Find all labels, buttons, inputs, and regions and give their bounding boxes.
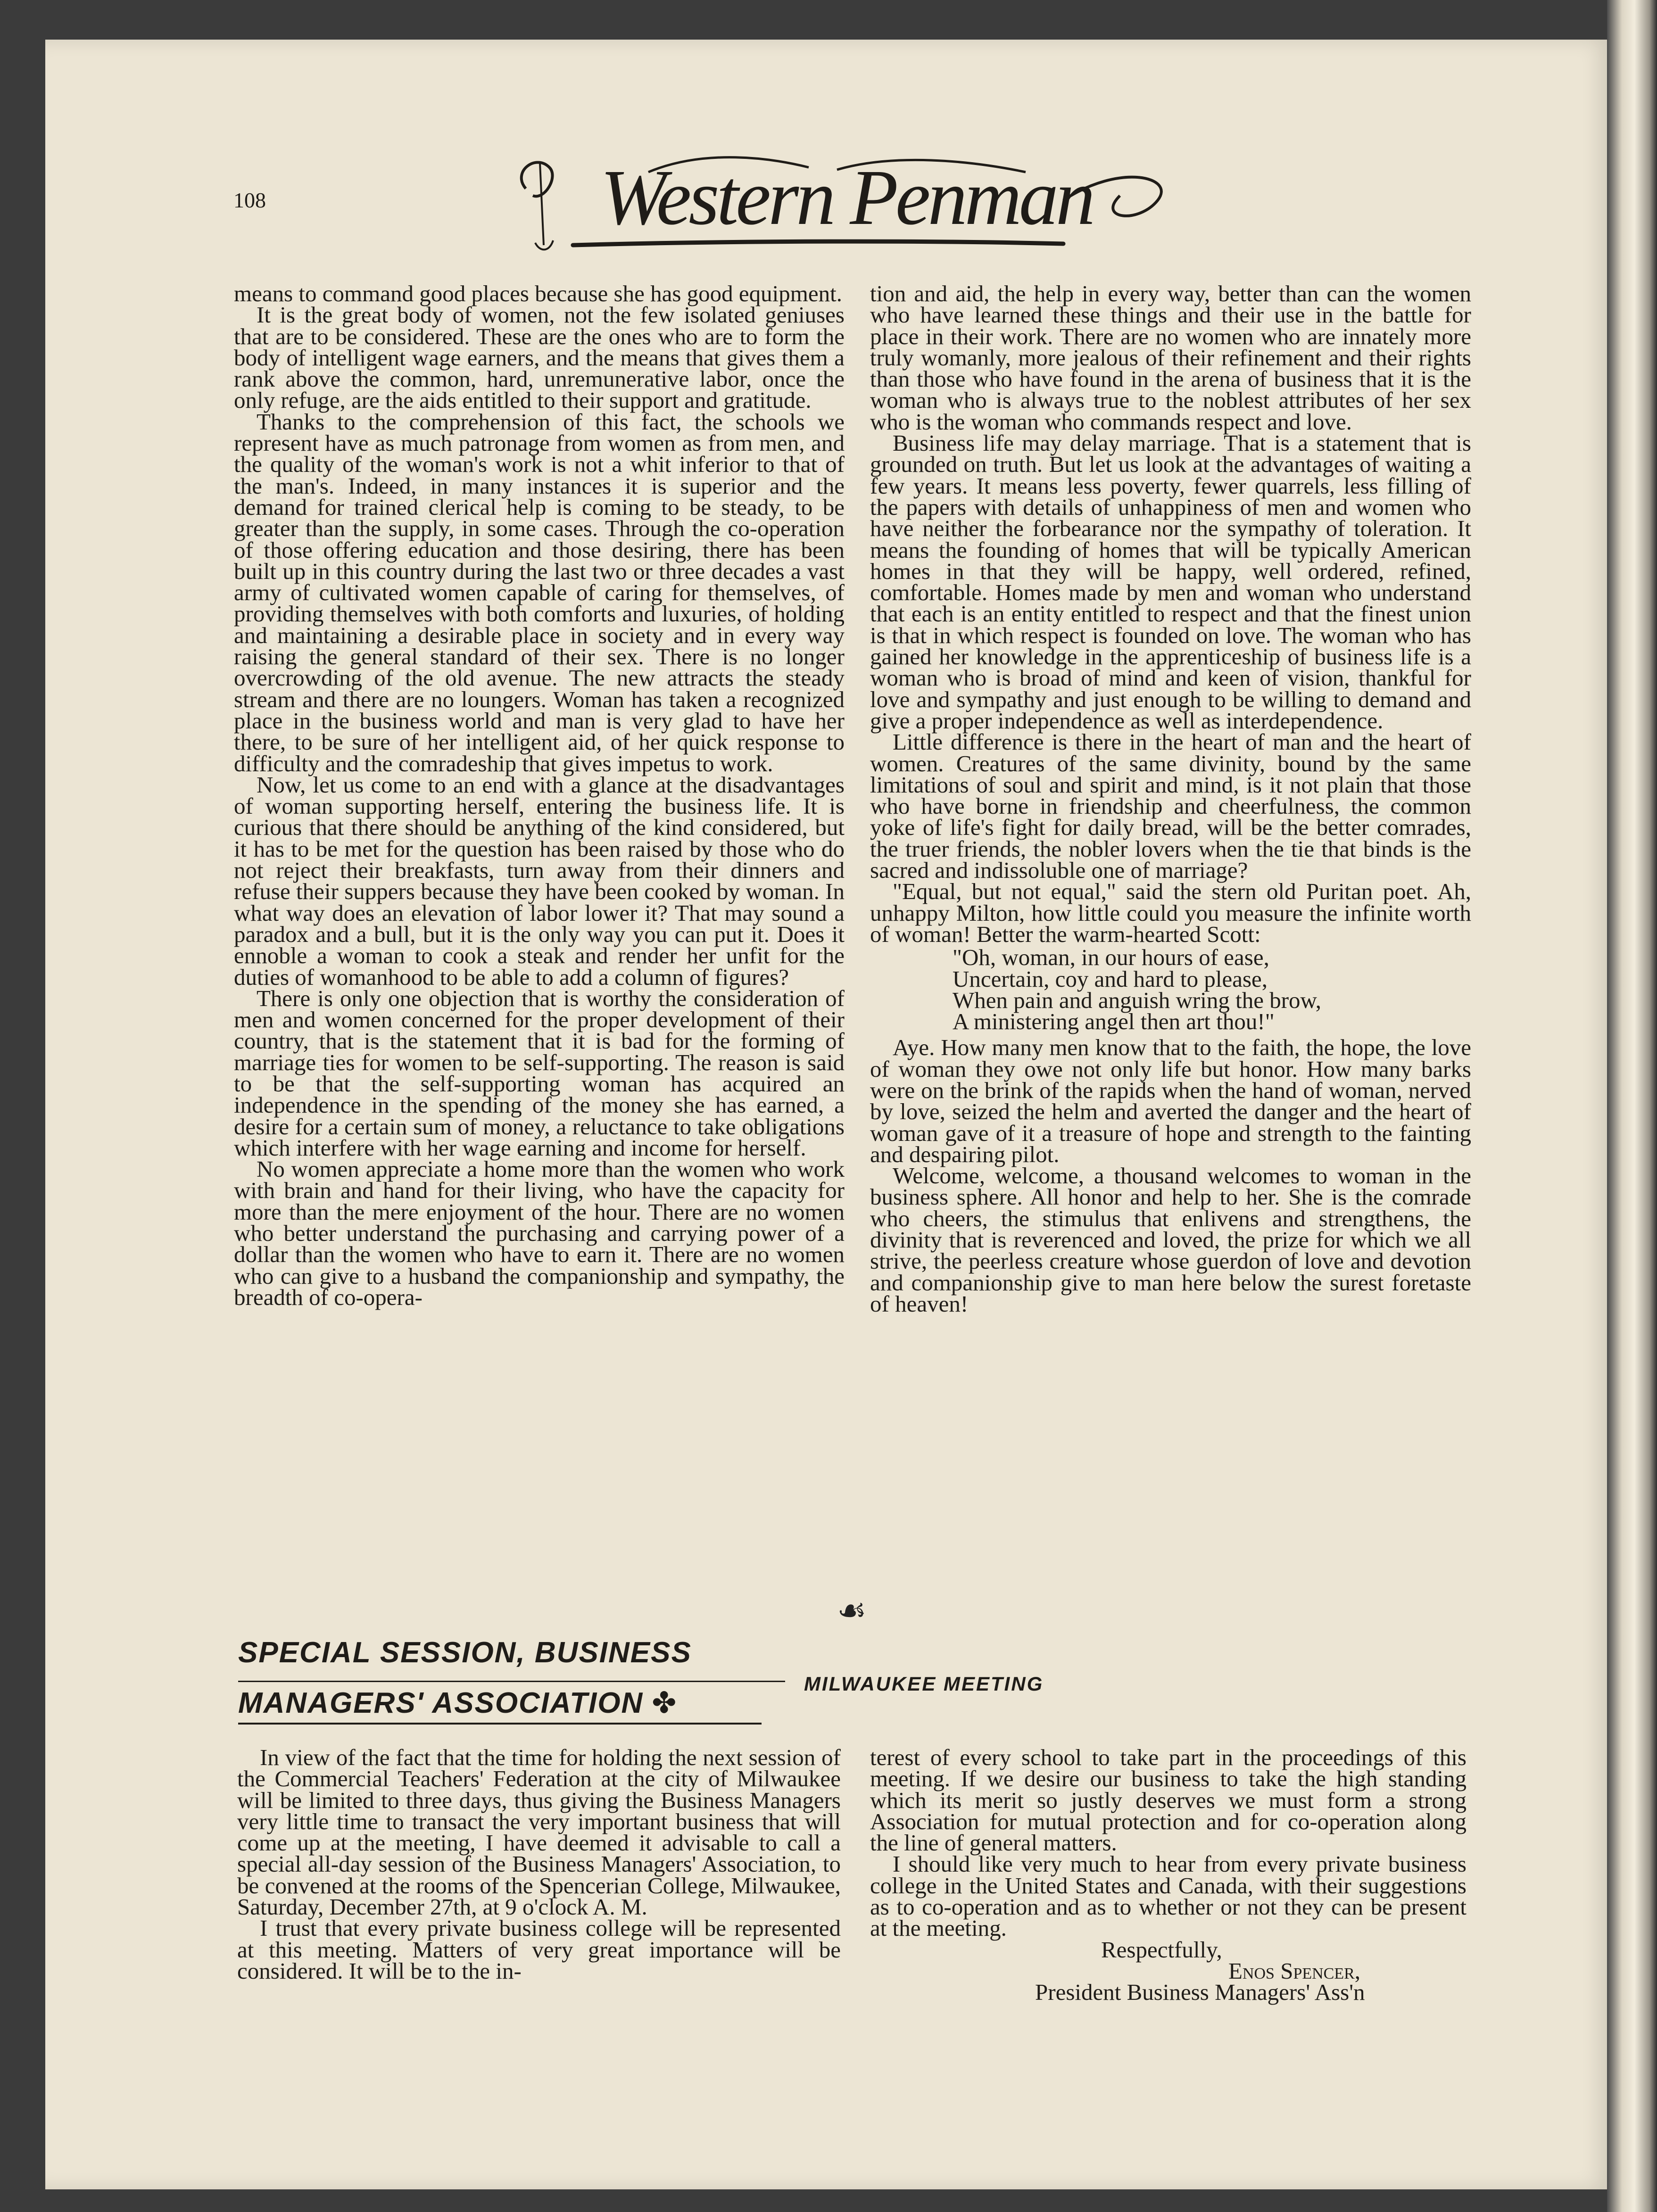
headline-text: MANAGERS' ASSOCIATION (238, 1687, 644, 1719)
paragraph: Business life may delay marriage. That is a statement that is grounded on truth. But let us look at the advantages of waiting a few years. It means less poverty, fewer quarrels, less filling of the papers with details of unhappiness of men and women who have neither the forbearance nor the sympathy of toleration. It means the founding of homes that will be typically American homes in that they will be happy, well ordered, refined, comfortable. Homes made by men and woman who understand that each is an entity entitled to respect and that the finest union is that in which respect is founded on love. The woman who has gained her knowledge in the apprenticeship of business life is a woman who is broad of mind and keen of vision, thankful for love and sympathy and just enough to be willing to demand and give a proper independence as well as interdependence. (870, 430, 1471, 734)
article-headline-line-1: SPECIAL SESSION, BUSINESS (238, 1636, 692, 1669)
article-headline-line-2 (238, 1685, 762, 1725)
paragraph: tion and aid, the help in every way, better than can the women who have learned these things and their use in the battle for place in their work. There are no women who are innately more truly womanly, more jealous of their refinement and their rights than those who have found in the arena of business that it is the woman who is always true to the noblest attributes of her sex who is the woman who commands respect and love. (870, 281, 1471, 435)
article-column-2 (870, 281, 1471, 1317)
page-number: 108 (233, 188, 266, 212)
book-spine (1607, 0, 1657, 2212)
paragraph: terest of every school to take part in the proceedings of this meeting. If we desire our business to take the high standing which its merit so justly deserves we must form a strong Association for mutual protection and for co-operation along the line of general matters. (870, 1744, 1466, 1856)
paragraph: Little difference is there in the heart of man and the heart of women. Creatures of the same divinity, bound by the same limitations of soul and spirit and mind, is it not plain that those who have borne in friendship and cheerfulness, the common yoke of life's fight for daily bread, will be the better comrades, the truer friends, the nobler lovers when the tie that binds is the sacred and indissoluble one of marriage? (870, 729, 1471, 883)
paragraph: It is the great body of women, not the few isolated geniuses that are to be considered. These are the ones who are to form the body of intelligent wage earners, and the means that gives them a rank above the common, hard, unremunerative labor, once the only refuge, are the aids entitled to their support and gratitude. (234, 302, 845, 413)
poem-line: When pain and anguish wring the brow, (953, 987, 1321, 1013)
closing: Respectfully, (1101, 1936, 1222, 1963)
announcement-column-2 (870, 1744, 1466, 2006)
article-column-1 (234, 283, 845, 1308)
poem-line: Uncertain, coy and hard to please, (953, 966, 1268, 992)
signer-name: Enos Spencer, (1228, 1957, 1361, 1984)
paragraph: "Equal, but not equal," said the stern old Puritan poet. Ah, unhappy Milton, how little could you measure the infinite worth of woman! Better the warm-hearted Scott: (870, 878, 1471, 947)
paragraph: There is only one objection that is worthy the consideration of men and women concerned for the proper development of their country, that is the statement that it is bad for the forming of marriage ties for women to be self-supporting. The reason is said to be that the self-supporting woman has acquired an independence in the spending of the money she has earned, a desire for a certain sum of money, a reluctance to take obligations which interfere with her wage earning and income for herself. (234, 985, 845, 1161)
paragraph: Now, let us come to an end with a glance at the disadvantages of woman supporting herself, entering the business life. It is curious that there should be anything of the kind considered, but it has to be met for the question has been raised by those who do not reject their breakfasts, turn away from their dinners and refuse their suppers because they have been cooked by woman. In what way does an elevation of labor lower it? That may sound a paradox and a bull, but it is the only way you can put it. Does it ennoble a woman to cook a steak and render her unfit for the duties of womanhood to be able to add a column of figures? (234, 771, 845, 990)
fleuron-icon: ✤ (652, 1687, 678, 1719)
paragraph: I should like very much to hear from every private business college in the United States and Canada, with their suggestions as to co-operation and as to whether or not they can be present at the meeting. (870, 1851, 1466, 1941)
poem-quote (953, 944, 1471, 1035)
masthead-title: Western Penman (600, 154, 1093, 241)
announcement-column-1 (237, 1744, 841, 1984)
paragraph: means to command good places because she has good equipment. (234, 281, 842, 306)
paragraph: Aye. How many men know that to the faith, the hope, the love of woman they owe not only life but honor. How many barks were on the brink of the rapids when the hand of woman, nerved by love, seized the helm and averted the danger and the heart of woman gave of it a treasure of hope and strength to the fainting and despairing pilot. (870, 1034, 1471, 1167)
section-ornament: ☙ (837, 1593, 867, 1629)
paragraph: I trust that every private business college will be represented at this meeting. Matters of very great importance will be considered. It will be to the in- (237, 1915, 841, 1984)
paragraph: Thanks to the comprehension of this fact, the schools we represent have as much patronage from women as from men, and the quality of the woman's work is not a whit inferior to that of the man's. Indeed, in many instances it is superior and the demand for trained clerical help is coming to be steady, to be greater than the supply, in some cases. Through the co-operation of those offering education and those desiring, there has been built up in this country during the last two or three decades a vast army of cultivated women capable of caring for themselves, of providing themselves with both comforts and luxuries, of holding and maintaining a desirable place in society and in every way raising the general standard of their sex. There is no longer overcrowding of the old avenue. The new attracts the steady stream and there are no loungers. Woman has taken a recognized place in the business world and man is very glad to have her there, to be sure of her intelligent aid, of her quick response to difficulty and the comradeship that gives impetus to work. (234, 408, 845, 776)
signer-title: President Business Managers' Ass'n (1035, 1979, 1365, 2006)
poem-line: "Oh, woman, in our hours of ease, (953, 944, 1269, 971)
headline-divider (238, 1681, 785, 1682)
paragraph: No women appreciate a home more than the women who work with brain and hand for their living, who have the capacity for more than the mere enjoyment of the hour. There are no women who better understand the purchasing and carrying power of a dollar than the women who have to earn it. There are no women who can give to a husband the companionship and sympathy, the breadth of co-opera- (234, 1156, 845, 1310)
masthead-logo (507, 144, 1191, 262)
paragraph: Welcome, welcome, a thousand welcomes to woman in the business sphere. All honor and help to her. She is the comrade who cheers, the stimulus that enlivens and strengthens, the divinity that is reverenced and loved, the prize for which we all strive, the peerless creature whose guerdon of love and devotion and companionship give to man here below the surest foretaste of heaven! (870, 1163, 1471, 1317)
paragraph: In view of the fact that the time for holding the next session of the Commercial Teachers' Federation at the city of Milwaukee will be limited to three days, thus giving the Business Managers very little time to transact the very important business that will come up at the meeting, I have deemed it advisable to call a special all-day session of the Business Managers' Association, to be convened at the rooms of the Spencerian College, Milwaukee, Saturday, December 27th, at 9 o'clock A. M. (237, 1744, 841, 1920)
article-subhead: MILWAUKEE MEETING (804, 1673, 1044, 1695)
poem-line: A ministering angel then art thou!" (953, 1008, 1275, 1035)
